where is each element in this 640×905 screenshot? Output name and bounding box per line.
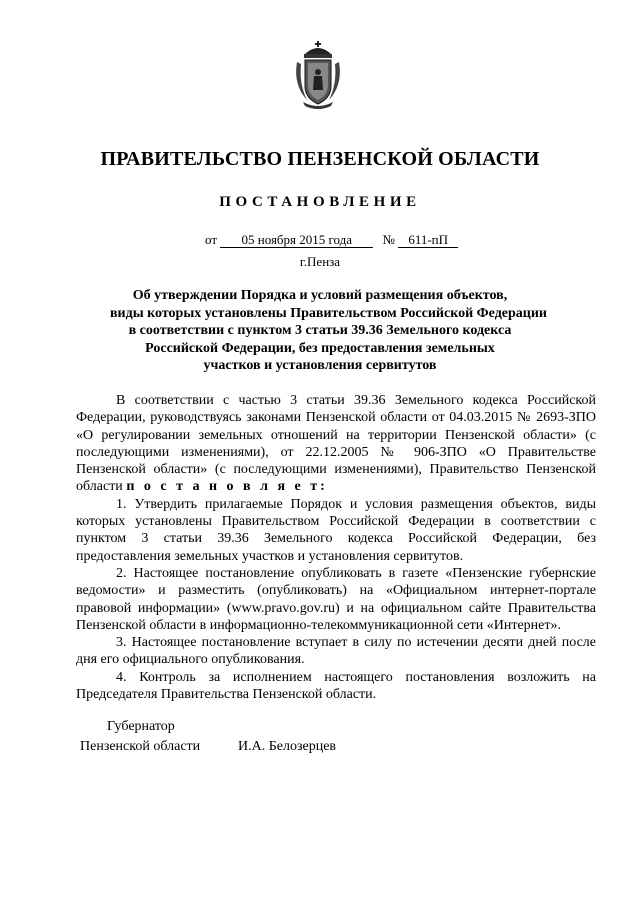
city: г.Пенза xyxy=(299,254,341,269)
preamble-paragraph xyxy=(76,392,596,496)
number-prefix: № xyxy=(382,232,395,247)
document-type: ПОСТАНОВЛЕНИЕ xyxy=(219,194,421,210)
resolution-item: 2. Настоящее постановление опубликовать в газете «Пензенские губернские ведомости» и разместить (опубликовать) на «Официальном интернет-портале правовой информации» (www.pravo.gov.ru) и на официальном сайте Правительства Пензенской области в информационно-телекоммуникационной сети «Интернет». xyxy=(76,565,596,633)
date-number-line xyxy=(205,232,458,248)
resolves-word: п о с т а н о в л я е т: xyxy=(126,479,328,495)
subject-line: Российской Федерации, без предоставления земельных xyxy=(145,340,495,356)
preamble-text: В соответствии с частью 3 статьи 39.36 Земельного кодекса Российской Федерации, руководствуясь законами Пензенской области от 04.03.2015 № 2693-ЗПО «О регулировании земельных отношений на территории Пензенской области» (с последующими изменениями), от 22.12.2005 № 906-ЗПО «О Правительстве Пензенской области» (с последующими изменениями), Правительство Пензенской области xyxy=(76,393,596,495)
document-body xyxy=(76,392,596,703)
signatory-title-line1: Губернатор xyxy=(107,719,175,734)
signatory-title-line2: Пензенской области xyxy=(80,739,201,754)
subject-line: в соответствии с пунктом 3 статьи 39.36 Земельного кодекса xyxy=(128,323,512,338)
subject-line: участков и установления сервитутов xyxy=(203,358,437,373)
coat-of-arms-icon xyxy=(293,40,343,110)
org-title: ПРАВИТЕЛЬСТВО ПЕНЗЕНСКОЙ ОБЛАСТИ xyxy=(100,148,540,170)
date-prefix: от xyxy=(205,232,218,247)
document-subject xyxy=(110,287,547,375)
document-date: 05 ноября 2015 года xyxy=(220,233,373,248)
subject-line: виды которых установлены Правительством Российской Федерации xyxy=(110,305,547,321)
resolution-item: 1. Утвердить прилагаемые Порядок и условия размещения объектов, виды которых установлены Правительством Российской Федерации в соответствии с пунктом 3 статьи 39.36 Земельного кодекса Российской Федерации, без предоставления земельных участков и установления сервитутов. xyxy=(76,496,596,564)
subject-line: Об утверждении Порядка и условий размещения объектов, xyxy=(132,288,508,303)
signatory-name: И.А. Белозерцев xyxy=(238,739,337,754)
resolution-item: 3. Настоящее постановление вступает в силу по истечении десяти дней после дня его официального опубликования. xyxy=(76,635,596,668)
document-number: 611-пП xyxy=(398,233,458,248)
resolution-item: 4. Контроль за исполнением настоящего постановления возложить на Председателя Правительства Пензенской области. xyxy=(76,669,596,703)
